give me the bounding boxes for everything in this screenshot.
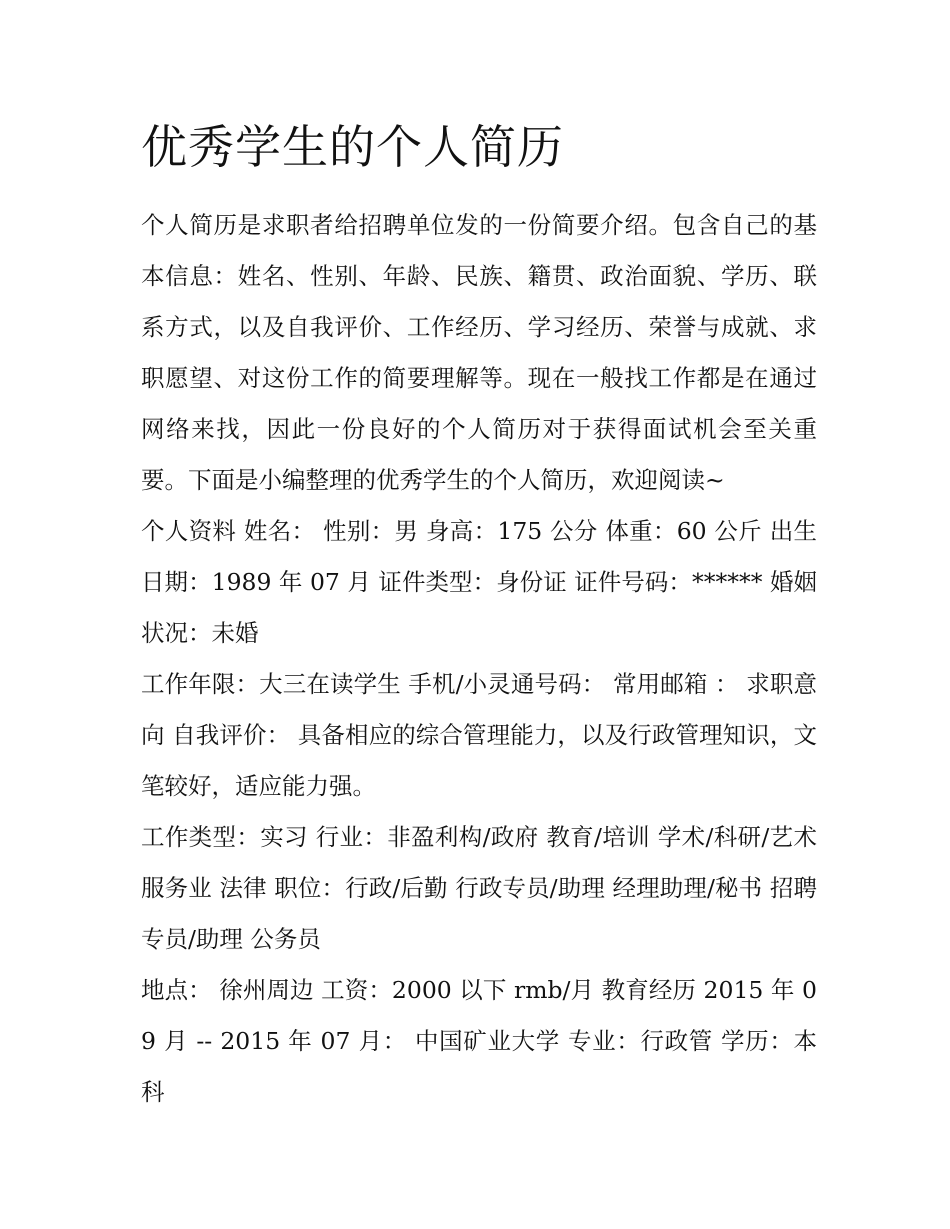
intro-paragraph: 个人简历是求职者给招聘单位发的一份简要介绍。包含自己的基本信息：姓名、性别、年龄、民族、籍贯、政治面貌、学历、联系方式，以及自我评价、工作经历、学习经历、荣誉与成就、求职愿望、对这份工作的简要理解等。现在一般找工作都是在通过网络来找，因此一份良好的个人简历对于获得面试机会至关重要。下面是小编整理的优秀学生的个人简历，欢迎阅读~ (141, 211, 817, 494)
work-intent-paragraph: 工作年限：大三在读学生 手机/小灵通号码： 常用邮箱 ： 求职意向 自我评价： 具备相应的综合管理能力，以及行政管理知识，文笔较好，适应能力强。 (141, 670, 817, 800)
location-education-paragraph: 地点： 徐州周边 工资：2000 以下 rmb/月 教育经历 2015 年 09 月 -- 2015 年 07 月： 中国矿业大学 专业：行政管 学历：本科 (141, 976, 817, 1106)
job-type-paragraph: 工作类型：实习 行业：非盈利构/政府 教育/培训 学术/科研/艺术 服务业 法律 职位：行政/后勤 行政专员/助理 经理助理/秘书 招聘专员/助理 公务员 (141, 823, 817, 953)
document-title: 优秀学生的个人简历 (141, 120, 564, 174)
document-body (141, 112, 817, 1118)
personal-info-paragraph: 个人资料 姓名： 性别：男 身高：175 公分 体重：60 公斤 出生日期：1989 年 07 月 证件类型：身份证 证件号码：****** 婚姻状况：未婚 (141, 517, 817, 647)
